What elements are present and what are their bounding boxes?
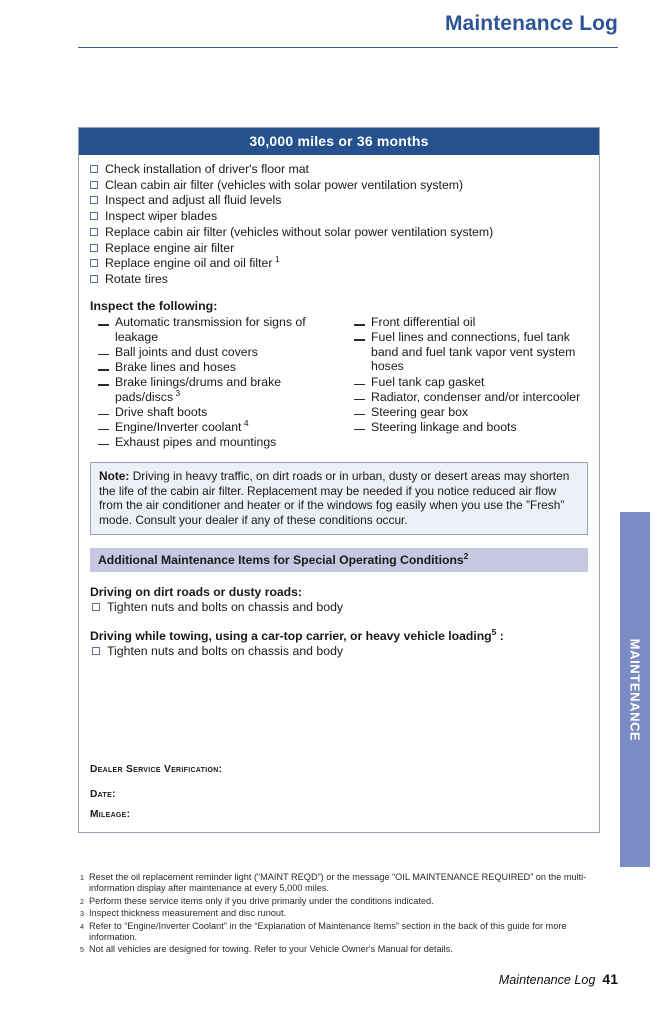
inspect-item[interactable] (90, 417, 334, 435)
header-divider (78, 47, 618, 48)
inspect-list-right (346, 315, 590, 434)
checkbox-icon[interactable] (90, 244, 98, 252)
footnote-ref: 4 (241, 417, 249, 428)
inspect-item[interactable] (90, 405, 334, 420)
dealer-verification-mileage-label: Mileage: (90, 809, 131, 820)
inspect-item-label: Automatic transmission for signs of leakage (115, 315, 306, 344)
inspect-item[interactable] (90, 435, 334, 450)
dealer-verification-date-label: Date: (90, 789, 116, 800)
footnote-text: Not all vehicles are designed for towing. Refer to your Vehicle Owner's Manual for details. (89, 944, 453, 955)
checkbox-icon[interactable] (90, 259, 98, 267)
inspect-section-heading: Inspect the following: (90, 299, 218, 314)
checkbox-icon[interactable] (90, 275, 98, 283)
blank-line-icon[interactable] (354, 399, 365, 401)
condition-checklist-item-label: Tighten nuts and bolts on chassis and body (107, 600, 344, 615)
side-tab-label: MAINTENANCE (627, 638, 643, 741)
blank-line-icon[interactable] (354, 414, 365, 416)
condition-checklist-item[interactable] (90, 644, 590, 659)
checklist-item-label: Clean cabin air filter (vehicles with solar power ventilation system) (105, 177, 464, 192)
blank-line-icon[interactable] (354, 384, 365, 386)
checkbox-icon[interactable] (92, 647, 100, 655)
inspect-item[interactable] (90, 375, 334, 404)
condition-group (90, 585, 590, 615)
inspect-column-left (90, 315, 334, 450)
footnote (80, 921, 608, 943)
footnote-text: Inspect thickness measurement and disc runout. (89, 908, 287, 919)
interval-title-bar: 30,000 miles or 36 months (79, 128, 599, 155)
condition-checklist (90, 644, 590, 659)
inspect-item-label: Radiator, condenser and/or intercooler (371, 389, 581, 404)
footnote-text: Perform these service items only if you drive primarily under the conditions indicated. (89, 895, 434, 906)
inspect-item-label: Steering linkage and boots (371, 419, 517, 434)
additional-items-bar (90, 548, 588, 572)
side-tab-maintenance (620, 512, 650, 867)
inspect-columns (90, 315, 590, 450)
inspect-item[interactable] (346, 390, 590, 405)
checkbox-icon[interactable] (90, 181, 98, 189)
blank-line-icon[interactable] (98, 414, 109, 416)
footnote-number: 3 (80, 909, 84, 919)
page-footer (499, 971, 618, 987)
blank-line-icon[interactable] (98, 369, 109, 371)
checkbox-icon[interactable] (90, 196, 98, 204)
note-label: Note: (99, 468, 130, 483)
dealer-verification-title: Dealer Service Verification: (90, 764, 223, 775)
maintenance-interval-panel (78, 127, 600, 833)
dealer-service-verification (90, 764, 570, 820)
additional-items-footnote-ref: 2 (463, 551, 469, 562)
footnote (80, 908, 608, 919)
footnote-number: 5 (80, 945, 84, 955)
maintenance-checklist (88, 162, 590, 287)
inspect-item-label: Drive shaft boots (115, 404, 208, 419)
footnote-number: 1 (80, 873, 84, 882)
inspect-item-label: Fuel tank cap gasket (371, 374, 485, 389)
inspect-item-label: Front differential oil (371, 315, 476, 330)
page-header (0, 0, 672, 52)
footer-label: Maintenance Log (498, 973, 596, 987)
inspect-item-label: Engine/Inverter coolant $^4$ (115, 417, 249, 434)
footnote-number: 2 (80, 896, 84, 906)
blank-line-icon[interactable] (354, 339, 365, 341)
footnote (80, 872, 608, 894)
checklist-item[interactable] (88, 225, 590, 240)
checklist-item-label: Replace cabin air filter (vehicles without solar power ventilation system) (105, 224, 494, 239)
inspect-column-right (346, 315, 590, 450)
condition-checklist-item[interactable] (90, 600, 590, 615)
inspect-item[interactable] (346, 315, 590, 330)
checkbox-icon[interactable] (92, 603, 100, 611)
checklist-item[interactable] (88, 178, 590, 193)
checkbox-icon[interactable] (90, 228, 98, 236)
blank-line-icon[interactable] (98, 324, 109, 326)
footnote-ref: 5 (491, 626, 497, 637)
blank-line-icon[interactable] (354, 324, 365, 326)
checklist-item[interactable] (88, 162, 590, 177)
checklist-item-label: Inspect wiper blades (105, 209, 218, 224)
checklist-item-label: Replace engine oil and oil filter $^1$ (105, 254, 280, 271)
inspect-item[interactable] (346, 330, 590, 374)
inspect-item[interactable] (90, 345, 334, 360)
blank-line-icon[interactable] (98, 444, 109, 446)
inspect-list-left (90, 315, 334, 449)
note-text: Driving in heavy traffic, on dirt roads or in urban, dusty or desert areas may shorten the life of the cabin air filter. Replacement may be needed if you notice reduced air flow from the air conditioner and heater or if the windows fog easily when you use the ”Fresh” mode. Consult your dealer if any of these conditions occur. (99, 468, 570, 527)
inspect-item[interactable] (346, 375, 590, 390)
condition-checklist (90, 600, 590, 615)
page-title: Maintenance Log (444, 12, 618, 35)
footnote-text: Reset the oil replacement reminder light (“MAINT REQD”) or the message “OIL MAINTENANCE REQUIRED” on the multi-information display after maintenance at every 5,000 miles. (89, 872, 587, 894)
condition-checklist-item-label: Tighten nuts and bolts on chassis and body (107, 643, 344, 658)
footnote-text: Refer to “Engine/Inverter Coolant” in the “Explanation of Maintenance Items” section in the back of this guide for more information. (89, 920, 567, 942)
checkbox-icon[interactable] (90, 212, 98, 220)
inspect-item[interactable] (346, 405, 590, 420)
checklist-item-label: Replace engine air filter (105, 240, 235, 255)
footnote (80, 944, 608, 955)
blank-line-icon[interactable] (98, 354, 109, 356)
footnote (80, 896, 608, 907)
checklist-item[interactable] (88, 209, 590, 224)
checklist-item-label: Rotate tires (105, 271, 168, 286)
panel-body (79, 155, 599, 659)
inspect-item-label: Brake linings/drums and brake pads/discs $^3$ (115, 375, 282, 404)
footnote-number: 4 (80, 921, 84, 931)
footnote-ref: 3 (173, 387, 181, 398)
checklist-item[interactable] (88, 272, 590, 287)
additional-items-title: Additional Maintenance Items for Special Operating Conditions (98, 553, 464, 568)
checklist-item-label: Check installation of driver's floor mat (105, 162, 309, 176)
blank-line-icon[interactable] (354, 429, 365, 431)
inspect-item-label: Steering gear box (371, 404, 469, 419)
checklist-item[interactable] (88, 193, 590, 208)
note-callout (90, 462, 588, 535)
inspect-item-label: Exhaust pipes and mountings (115, 434, 277, 449)
inspect-item-label: Brake lines and hoses (115, 359, 236, 374)
inspect-item-label: Ball joints and dust covers (115, 344, 258, 359)
special-conditions-groups (88, 585, 590, 658)
condition-heading: Driving while towing, using a car-top carrier, or heavy vehicle loading$^5$ : (90, 626, 504, 643)
blank-line-icon[interactable] (98, 384, 109, 386)
checklist-item[interactable] (88, 256, 590, 271)
condition-heading: Driving on dirt roads or dusty roads: (90, 585, 302, 600)
checklist-item[interactable] (88, 241, 590, 256)
blank-line-icon[interactable] (98, 429, 109, 431)
inspect-item[interactable] (90, 360, 334, 375)
checkbox-icon[interactable] (90, 165, 98, 173)
condition-group (90, 626, 590, 659)
checklist-item-label: Inspect and adjust all fluid levels (105, 193, 282, 208)
footnotes-section (80, 872, 608, 957)
page-number: 41 (602, 971, 618, 987)
footnote-ref: 1 (272, 254, 280, 265)
inspect-item-label: Fuel lines and connections, fuel tank band and fuel tank vapor vent system hoses (371, 330, 576, 374)
inspect-item[interactable] (346, 420, 590, 435)
inspect-item[interactable] (90, 315, 334, 344)
